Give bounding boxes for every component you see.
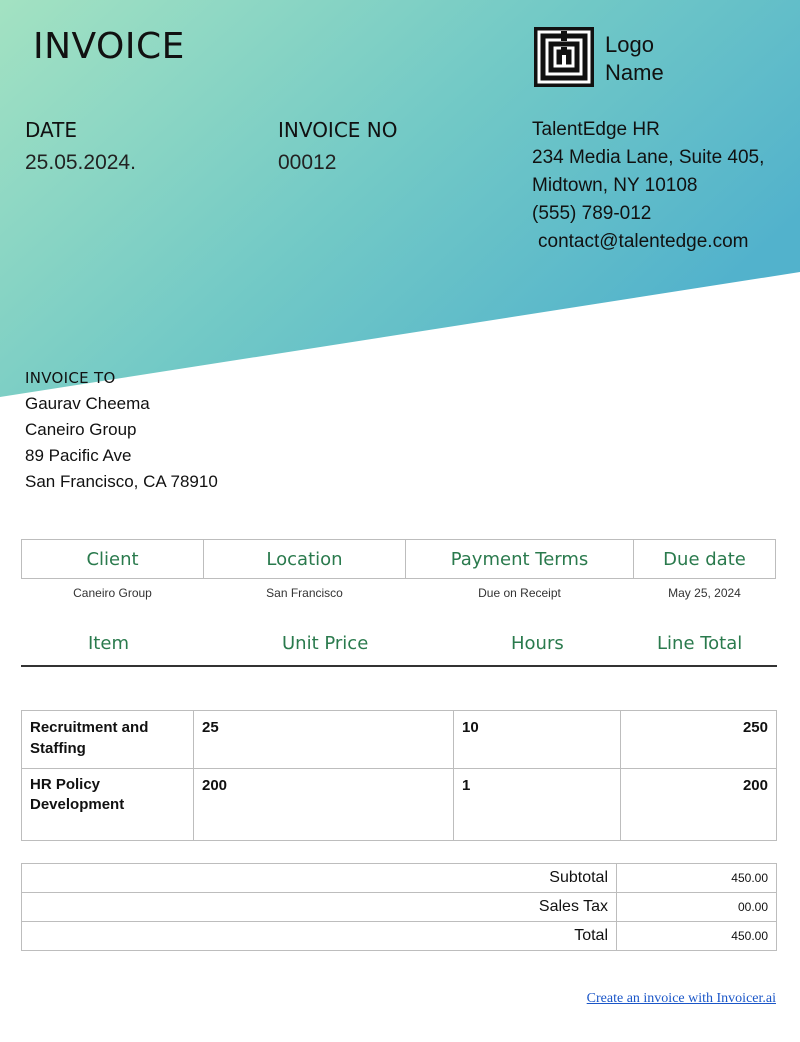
bill-to-block — [25, 365, 218, 495]
total-value: 450.00 — [617, 922, 777, 951]
items-table — [21, 710, 777, 841]
meta-client-value: Caneiro Group — [73, 585, 152, 600]
item-line-total: 250 — [621, 711, 777, 769]
subtotal-label: Subtotal — [22, 864, 617, 893]
item-description: Recruitment and Staffing — [22, 711, 194, 769]
subtotal-value: 450.00 — [617, 864, 777, 893]
company-email: contact@talentedge.com — [538, 231, 749, 252]
company-address1: 234 Media Lane, Suite 405, — [532, 147, 765, 168]
items-header — [21, 627, 777, 667]
items-header-hours: Hours — [511, 633, 564, 654]
invoice-title: INVOICE — [33, 26, 185, 67]
sales-tax-label: Sales Tax — [22, 893, 617, 922]
company-address2: Midtown, NY 10108 — [532, 175, 698, 196]
bill-to-name: Gaurav Cheema — [25, 394, 150, 413]
invoice-meta-table — [21, 539, 776, 607]
items-header-item: Item — [88, 633, 129, 654]
table-row — [22, 769, 777, 841]
date-label: DATE — [25, 118, 78, 142]
date-value: 25.05.2024. — [25, 151, 136, 174]
logo-line1: Logo — [605, 32, 654, 57]
total-label: Total — [22, 922, 617, 951]
item-line-total: 200 — [621, 769, 777, 841]
item-unit-price: 25 — [194, 711, 454, 769]
invoicer-link[interactable]: Create an invoice with Invoicer.ai — [586, 991, 776, 1006]
meta-header-location: Location — [204, 540, 406, 579]
meta-header-payment-terms: Payment Terms — [406, 540, 634, 579]
item-hours: 10 — [454, 711, 621, 769]
meta-header-due-date: Due date — [634, 540, 776, 579]
meta-location-value: San Francisco — [266, 585, 343, 600]
items-header-line-total: Line Total — [657, 633, 743, 654]
meta-header-client: Client — [22, 540, 204, 579]
company-name: TalentEdge HR — [532, 119, 660, 140]
logo-line2: Name — [605, 60, 664, 85]
sales-tax-row — [22, 893, 777, 922]
item-description: HR Policy Development — [22, 769, 194, 841]
logo-maze-icon — [534, 27, 594, 87]
company-info — [532, 116, 772, 256]
sales-tax-value: 00.00 — [617, 893, 777, 922]
table-row — [22, 711, 777, 769]
totals-table — [21, 863, 777, 951]
invoice-no-value: 00012 — [278, 151, 337, 174]
bill-to-city: San Francisco, CA 78910 — [25, 472, 218, 491]
item-hours: 1 — [454, 769, 621, 841]
company-phone: (555) 789-012 — [532, 203, 652, 224]
meta-payment-terms-value: Due on Receipt — [478, 585, 561, 600]
bill-to-company: Caneiro Group — [25, 420, 137, 439]
bill-to-street: 89 Pacific Ave — [25, 446, 132, 465]
meta-due-date-value: May 25, 2024 — [668, 585, 741, 600]
invoice-no-label: INVOICE NO — [278, 118, 398, 142]
item-unit-price: 200 — [194, 769, 454, 841]
items-header-unit-price: Unit Price — [282, 633, 369, 654]
bill-to-heading: INVOICE TO — [25, 369, 116, 387]
total-row — [22, 922, 777, 951]
subtotal-row — [22, 864, 777, 893]
logo-name — [605, 31, 664, 87]
